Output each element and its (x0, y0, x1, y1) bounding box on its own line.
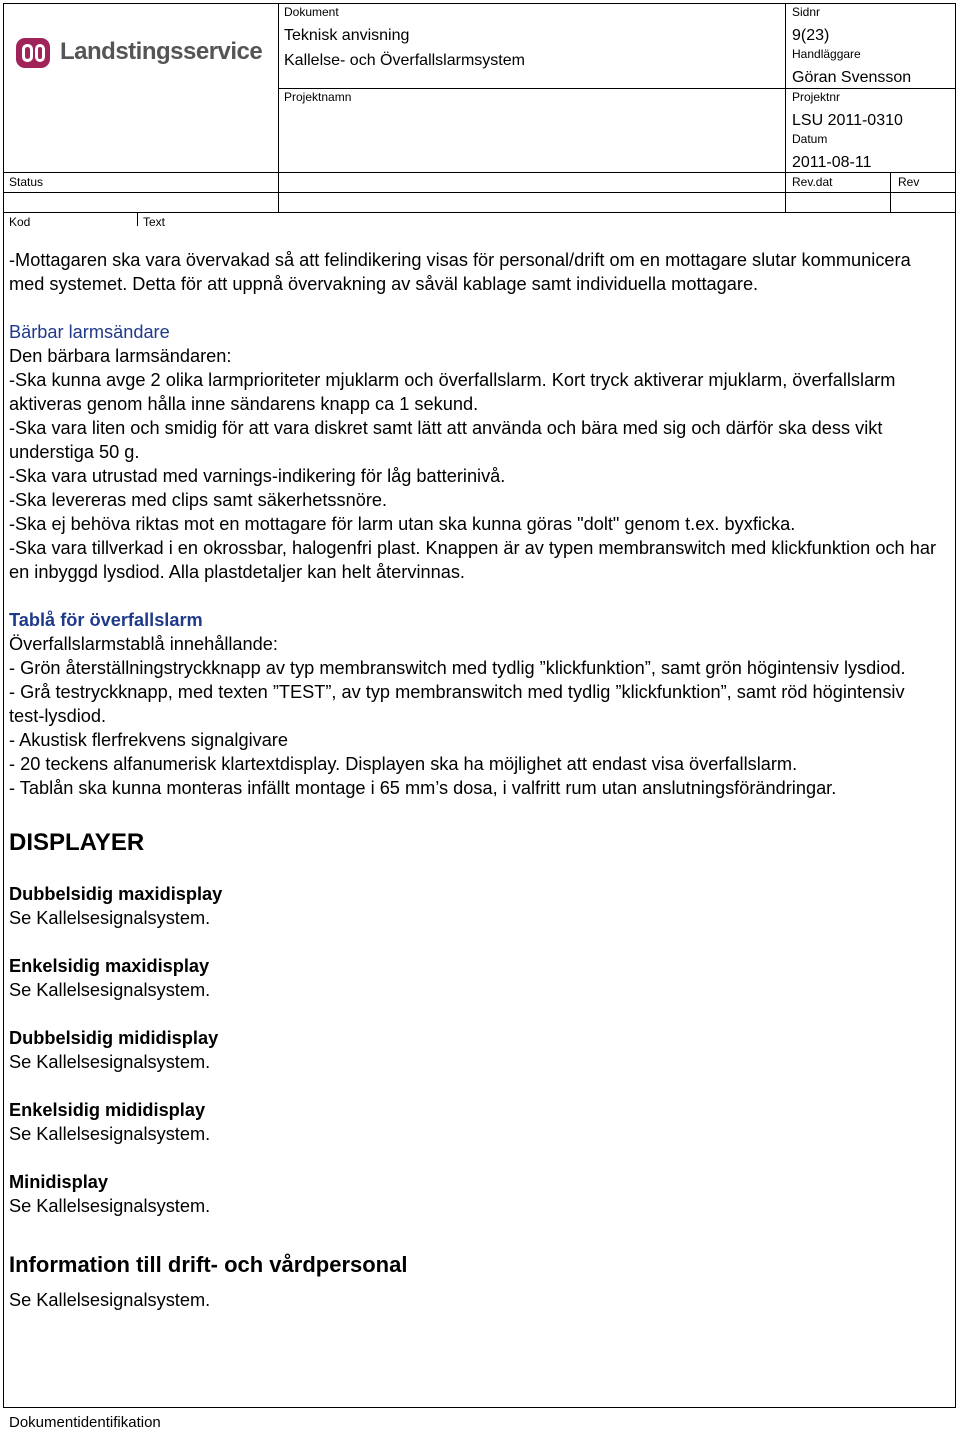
display-text: Se Kallelsesignalsystem. (9, 908, 211, 928)
document-body (9, 248, 944, 1312)
display-text: Se Kallelsesignalsystem. (9, 980, 211, 1000)
header-divider (785, 3, 786, 212)
display-text: Se Kallelsesignalsystem. (9, 1052, 211, 1072)
sender-line: -Ska kunna avge 2 olika larmprioriteter mjuklarm och överfallslarm. Kort tryck aktiverar mjuklarm, överfallslarm aktiveras genom hålla inne sändarens knapp ca 1 sekund. (9, 370, 896, 414)
logo-text: Landstingsservice (60, 38, 263, 65)
status-label: Status (9, 175, 44, 189)
header-divider (890, 172, 891, 212)
header-divider (278, 3, 279, 212)
display-text: Se Kallelsesignalsystem. (9, 1196, 211, 1216)
display-text: Se Kallelsesignalsystem. (9, 1124, 211, 1144)
datum-label: Datum (792, 132, 828, 146)
sender-line: -Ska vara utrustad med varnings-indikering för låg batterinivå. (9, 466, 506, 486)
sender-line: -Ska vara liten och smidig för att vara diskret samt lätt att använda och bära med sig och därför ska dess vikt understiga 50 g. (9, 418, 883, 462)
header-divider (3, 172, 955, 173)
display-title: Minidisplay (9, 1172, 109, 1192)
header-divider (3, 192, 955, 193)
dokument-label: Dokument (284, 5, 339, 19)
text-label: Text (143, 215, 166, 229)
header-divider (278, 88, 955, 89)
sidnr-label: Sidnr (792, 5, 821, 19)
sender-line: -Ska vara tillverkad i en okrossbar, halogenfri plast. Knappen är av typen membranswitch med klickfunktion och har en inbyggd lysdiod. Alla plastdetaljer kan helt återvinnas. (9, 538, 937, 582)
logo (14, 32, 263, 72)
display-title: Enkelsidig mididisplay (9, 1100, 206, 1120)
projektnamn-label: Projektnamn (284, 90, 352, 104)
panel-line: - Grön återställningstryckknapp av typ membranswitch med tydlig ”klickfunktion”, samt grön högintensiv lysdiod. (9, 658, 906, 678)
header-divider (3, 212, 955, 213)
logo-mark-icon (14, 32, 54, 72)
section-title-info: Information till drift- och vårdpersonal (9, 1252, 408, 1277)
kod-label: Kod (9, 215, 31, 229)
panel-line: - Tablån ska kunna monteras infällt montage i 65 mm’s dosa, i valfritt rum utan anslutningsförändringar. (9, 778, 837, 798)
section-title-sender: Bärbar larmsändare (9, 322, 170, 342)
display-title: Enkelsidig maxidisplay (9, 956, 210, 976)
panel-line: - 20 teckens alfanumerisk klartextdisplay. Displayen ska ha möjlighet att endast visa överfallslarm. (9, 754, 798, 774)
handlaggare-value: Göran Svensson (792, 69, 912, 86)
header-divider (137, 212, 138, 226)
panel-line: - Grå testryckknapp, med texten ”TEST”, av typ membranswitch med tydlig ”klickfunktion”, samt röd högintensiv test-lysdiod. (9, 682, 905, 726)
sender-line: -Ska levereras med clips samt säkerhetssnöre. (9, 490, 388, 510)
footer-doc-id: Dokumentidentifikation (9, 1414, 161, 1431)
datum-value: 2011-08-11 (792, 154, 872, 171)
info-text: Se Kallelsesignalsystem. (9, 1290, 211, 1310)
projektnr-value: LSU 2011-0310 (792, 112, 903, 129)
revdat-label: Rev.dat (792, 175, 833, 189)
section-title-panel: Tablå för överfallslarm (9, 610, 203, 630)
display-title: Dubbelsidig maxidisplay (9, 884, 223, 904)
sender-line: -Ska ej behöva riktas mot en mottagare för larm utan ska kunna göras "dolt" genom t.ex. byxficka. (9, 514, 796, 534)
panel-line: - Akustisk flerfrekvens signalgivare (9, 730, 288, 750)
dokument-line1: Teknisk anvisning (284, 27, 410, 44)
section-title-displays: DISPLAYER (9, 829, 145, 856)
rev-label: Rev (898, 175, 920, 189)
dokument-line2: Kallelse- och Överfallslarmsystem (284, 52, 525, 69)
handlaggare-label: Handläggare (792, 47, 861, 61)
intro-paragraph: -Mottagaren ska vara övervakad så att felindikering visas för personal/drift om en mottagare slutar kommunicera med systemet. Detta för att uppnå övervakning av såväl kablage samt individuella mottagare. (9, 250, 911, 294)
section-subtitle-sender: Den bärbara larmsändaren: (9, 346, 232, 366)
display-title: Dubbelsidig mididisplay (9, 1028, 219, 1048)
projektnr-label: Projektnr (792, 90, 841, 104)
sidnr-value: 9(23) (792, 27, 830, 44)
section-subtitle-panel: Överfallslarmstablå innehållande: (9, 634, 278, 654)
